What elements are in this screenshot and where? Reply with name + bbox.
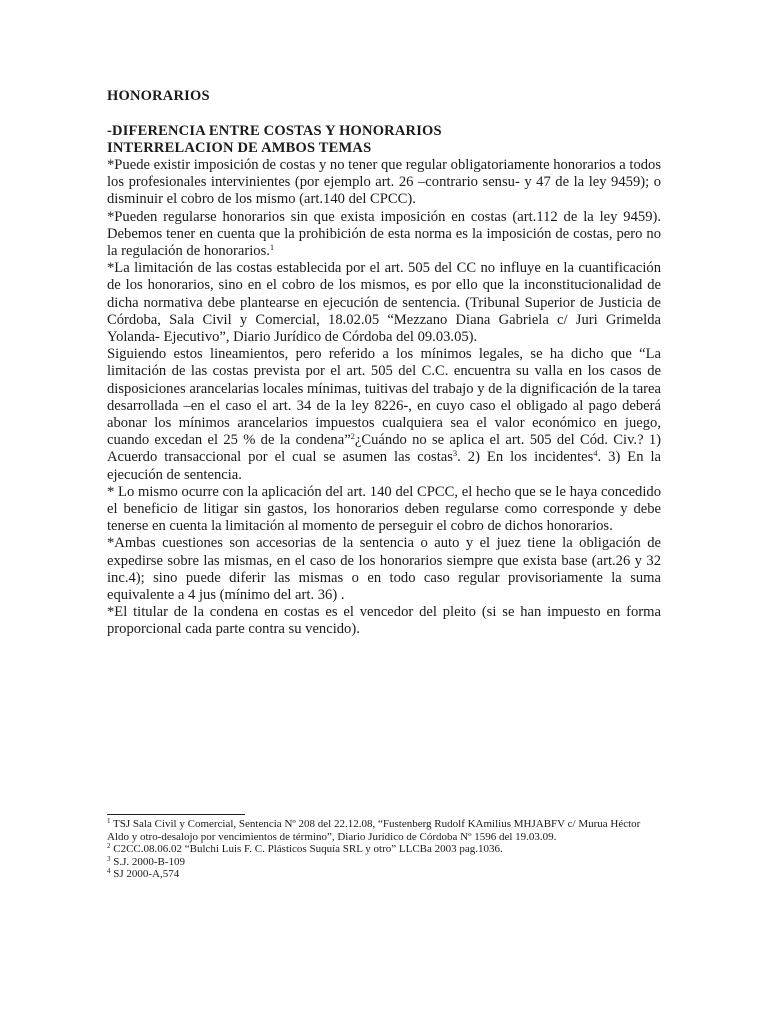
- footnote-2: [107, 843, 661, 856]
- footnote-mark-1: 1: [107, 817, 111, 825]
- document-body: [107, 88, 661, 639]
- footnote-4-text: SJ 2000-A,574: [110, 868, 180, 881]
- paragraph-7-text: *El titular de la condena en costas es el vencedor del pleito (si se han impuesto en forma proporcional cada parte contra su vencido).: [107, 604, 661, 638]
- footnote-3: [107, 856, 661, 869]
- section-heading: -DIFERENCIA ENTRE COSTAS Y HONORARIOS: [107, 123, 442, 139]
- footnote-ref-2[interactable]: 2: [350, 431, 355, 442]
- footnote-ref-1[interactable]: 1: [269, 242, 275, 253]
- footnotes: [107, 818, 661, 881]
- paragraph-5: [107, 484, 661, 536]
- paragraph-7: [107, 604, 661, 638]
- section-subheading: INTERRELACION DE AMBOS TEMAS: [107, 140, 372, 156]
- paragraph-4: [107, 346, 661, 484]
- paragraph-1: [107, 157, 661, 209]
- footnote-mark-2: 2: [107, 842, 111, 851]
- paragraph-4-text-d: . 3) En la ejecución de sentencia.: [107, 449, 661, 483]
- paragraph-4-text-b: ¿Cuándo no se aplica el art. 505 del Cód. Civ.? 1) Acuerdo transaccional por el cual se asumen las costas: [107, 432, 661, 466]
- footnote-ref-4[interactable]: 4: [593, 448, 598, 459]
- paragraph-2-text: *Pueden regularse honorarios sin que exista imposición en costas (art.112 de la ley 9459). Debemos tener en cuenta que la prohibición de esta norma es la imposición de costas, pero no la regulación de honorarios.: [107, 208, 661, 260]
- footnote-1: [107, 818, 661, 843]
- paragraph-6-text: *Ambas cuestiones son accesorias de la sentencia o auto y el juez tiene la obligación de expedirse sobre las mismas, en el caso de los honorarios siempre que exista base (art.26 y 32 inc.4); sino puede diferir las mismas o en todo caso regular provisoriamente la suma equivalente a 4 jus (mínimo del art. 36) .: [107, 535, 661, 604]
- paragraph-3: [107, 260, 661, 346]
- paragraph-4-text-a: Siguiendo estos lineamientos, pero referido a los mínimos legales, se ha dicho que “La limitación de las costas prevista por el art. 505 del C.C. encuentra su valla en los casos de disposiciones arancelarias locales mínimas, tuitivas del trabajo y de la dignificación de la tarea desarrollada –en el caso el art. 34 de la ley 8226-, en cuyo caso el obligado al pago deberá abonar los mínimos arancelarios impuestos cualquiera sea el valor económico en juego, cuando excedan el 25 % de la condena”: [107, 346, 661, 449]
- footnote-2-text: C2CC.08.06.02 “Bulchi Luis F. C. Plásticos Suquía SRL y otro” LLCBa 2003 pag.1036.: [110, 843, 503, 856]
- footnote-3-text: S.J. 2000-B-109: [110, 855, 186, 868]
- footnote-mark-4: 4: [107, 867, 111, 876]
- paragraph-2: [107, 209, 661, 261]
- document-title: HONORARIOS: [107, 88, 210, 104]
- paragraph-6: [107, 535, 661, 604]
- paragraph-5-text: * Lo mismo ocurre con la aplicación del art. 140 del CPCC, el hecho que se le haya concedido el beneficio de litigar sin gastos, los honorarios deben regularse como corresponde y debe tenerse en cuenta la limitación al momento de perseguir el cobro de dichos honorarios.: [107, 483, 661, 535]
- paragraph-4-text-c: . 2) En los incidentes: [457, 449, 594, 466]
- footnote-mark-3: 3: [107, 854, 111, 863]
- footnote-ref-3[interactable]: 3: [452, 448, 458, 459]
- paragraph-1-text: *Puede existir imposición de costas y no tener que regular obligatoriamente honorarios a todos los profesionales intervinientes (por ejemplo art. 26 –contrario sensu- y 47 de la ley 9459); o disminuir el cobro de los mismo (art.140 del CPCC).: [107, 157, 662, 208]
- footnote-1-text: TSJ Sala Civil y Comercial, Sentencia Nº 208 del 22.12.08, “Fustenberg Rudolf KAmilius MHJABFV c/ Murua Héctor Aldo y otro-desalojo por vencimientos de término”, Diario Jurídico de Córdoba Nº 1596 del 19.03.09.: [107, 818, 641, 843]
- footnote-4: [107, 868, 661, 881]
- footnote-separator: [107, 814, 245, 815]
- paragraph-3-text: *La limitación de las costas establecida por el art. 505 del CC no influye en la cuantificación de los honorarios, sino en el cobro de los mismos, es por ello que la inconstitucionalidad de dicha normativa debe plantearse en ejecución de sentencia. (Tribunal Superior de Justicia de Córdoba, Sala Civil y Comercial, 18.02.05 “Mezzano Diana Gabriela c/ Juri Grimelda Yolanda- Ejecutivo”, Diario Jurídico de Córdoba del 09.03.05).: [107, 260, 661, 346]
